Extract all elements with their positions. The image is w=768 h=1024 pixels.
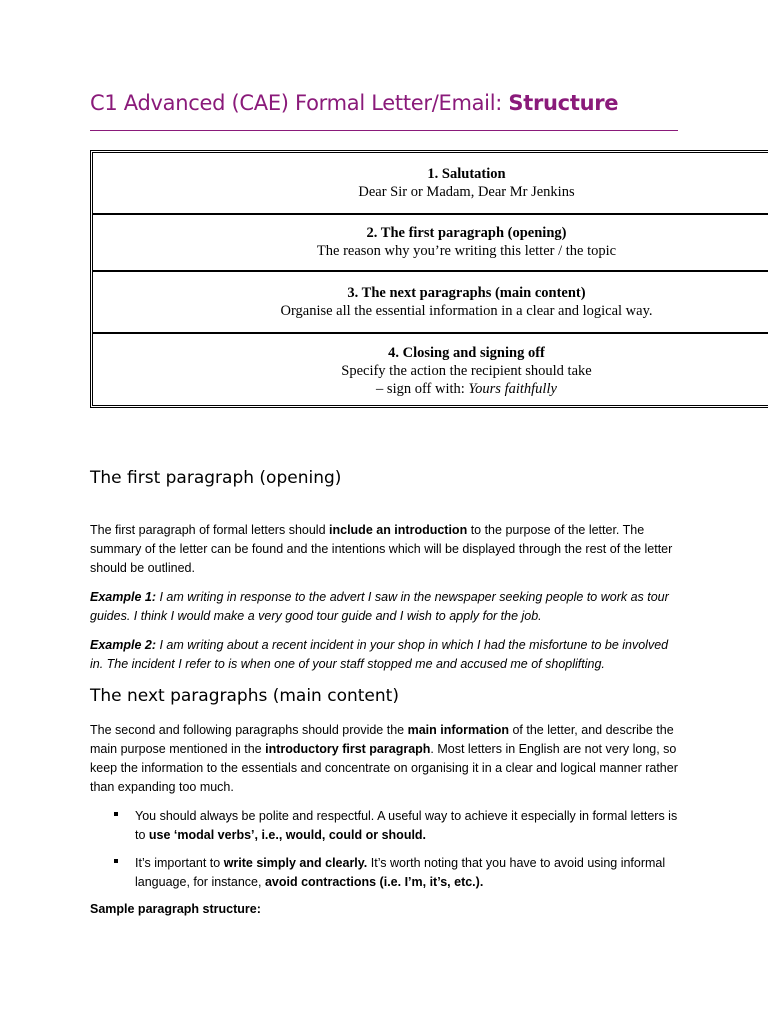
- text-run: It’s important to: [135, 856, 224, 870]
- example-label: Example 2:: [90, 638, 157, 652]
- bullet-text: [135, 854, 682, 892]
- bullet-item: [90, 807, 682, 845]
- example-label: Example 1:: [90, 590, 157, 604]
- text-run-bold: avoid contractions (i.e. I’m, it’s, etc.).: [264, 875, 484, 889]
- structure-divider: [93, 270, 768, 272]
- example-2: [90, 636, 682, 674]
- example-text: I am writing in response to the advert I saw in the newspaper seeking people to work as tour guides. I think I would make a very good tour guide and I wish to apply for the job.: [90, 590, 669, 623]
- title-underline: [90, 130, 678, 131]
- bullet-text: [135, 807, 682, 845]
- text-run-bold: introductory first paragraph: [265, 742, 431, 756]
- structure-table: [90, 150, 768, 408]
- structure-row-main-content: [93, 284, 768, 320]
- text-run: of the letter, and describe the main purpose mentioned in the: [90, 723, 674, 756]
- text-run: The second and following paragraphs should provide the: [90, 723, 408, 737]
- sample-structure-label: Sample paragraph structure:: [90, 902, 261, 916]
- structure-row-heading: 1. Salutation: [427, 166, 506, 182]
- text-run: . Most letters in English are not very long, so keep the information to the essentials and concentrate on organising it in a clear and logical manner rather than expanding too much.: [90, 742, 678, 794]
- main-content-paragraph: [90, 721, 682, 797]
- structure-row-text: Organise all the essential information in a clear and logical way.: [280, 303, 653, 319]
- page-title-emphasis: Structure: [508, 91, 619, 115]
- page-title: [90, 91, 618, 115]
- text-run: It’s worth noting that you have to avoid using informal language, for instance,: [135, 856, 666, 889]
- text-run-bold: use ‘modal verbs’, i.e., would, could or should.: [148, 828, 427, 842]
- structure-row-signoff-phrase: Yours faithfully: [468, 381, 557, 397]
- text-run: The first paragraph of formal letters should: [90, 523, 330, 537]
- structure-row-heading: 3. The next paragraphs (main content): [347, 285, 586, 301]
- page-title-prefix: C1 Advanced (CAE) Formal Letter/Email:: [90, 91, 509, 115]
- bullet-square-icon: [114, 859, 118, 863]
- structure-row-opening: [93, 224, 768, 260]
- example-text: I am writing about a recent incident in your shop in which I had the misfortune to be involved in. The incident I refer to is when one of your staff stopped me and accused me of shoplifting.: [90, 638, 669, 671]
- text-run-bold: write simply and clearly.: [223, 856, 368, 870]
- text-run-bold: main information: [407, 723, 509, 737]
- bullet-square-icon: [114, 812, 118, 816]
- structure-row-text: Dear Sir or Madam, Dear Mr Jenkins: [358, 184, 575, 200]
- text-run: You should always be polite and respectful. A useful way to achieve it especially in formal letters is to: [135, 809, 678, 842]
- structure-row-closing: [93, 344, 768, 398]
- structure-row-heading: 4. Closing and signing off: [388, 345, 545, 361]
- structure-divider: [93, 213, 768, 215]
- opening-paragraph: [90, 521, 682, 578]
- text-run: to the purpose of the letter. The summary of the letter can be found and the intentions which will be displayed through the rest of the letter should be outlined.: [90, 523, 673, 575]
- structure-row-heading: 2. The first paragraph (opening): [366, 225, 567, 241]
- structure-row-text: Specify the action the recipient should take: [341, 363, 592, 379]
- structure-row-salutation: [93, 165, 768, 201]
- section-heading-main-content: The next paragraphs (main content): [90, 686, 399, 706]
- structure-row-signoff: – sign off with:: [376, 381, 469, 397]
- structure-divider: [93, 332, 768, 334]
- section-heading-opening: The first paragraph (opening): [90, 468, 342, 488]
- bullet-item: [90, 854, 682, 892]
- text-run-bold: include an introduction: [329, 523, 468, 537]
- structure-row-text: The reason why you’re writing this letter / the topic: [316, 243, 617, 259]
- example-1: [90, 588, 682, 626]
